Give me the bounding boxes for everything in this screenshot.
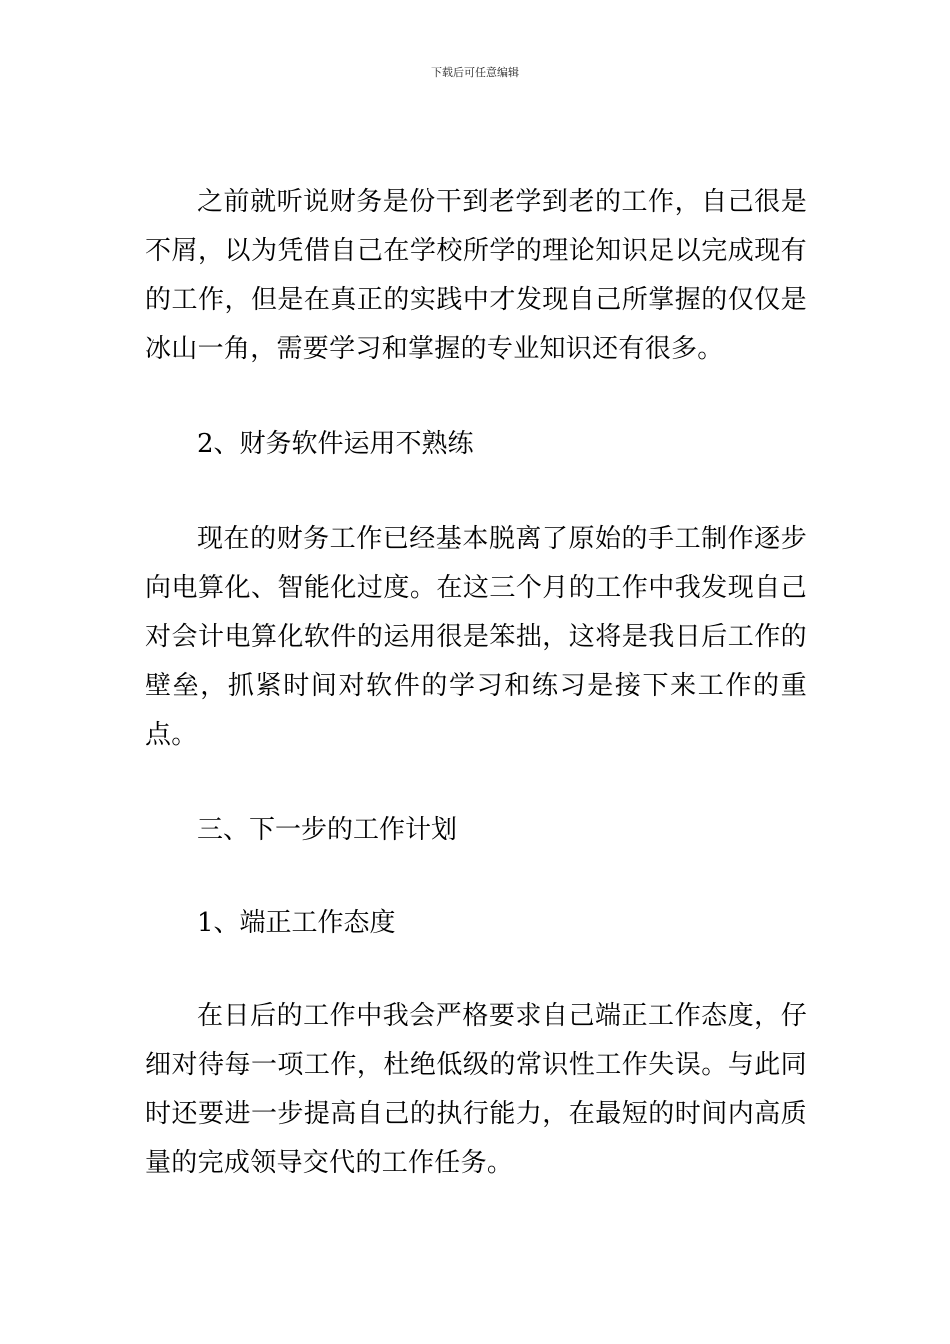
document-body: [145, 178, 807, 1188]
heading-work-attitude: 1、端正工作态度: [197, 908, 396, 938]
page-header-note: 下载后可任意编辑: [431, 66, 519, 79]
paragraph-work-attitude: 在日后的工作中我会严格要求自己端正工作态度，仔细对待每一项工作，杜绝低级的常识性工作失误。与此同时还要进一步提高自己的执行能力，在最短的时间内高质量的完成领导交代的工作任务。: [145, 1001, 807, 1178]
heading-software-skills: 2、财务软件运用不熟练: [197, 429, 474, 459]
paragraph-software-skills: 现在的财务工作已经基本脱离了原始的手工制作逐步向电算化、智能化过度。在这三个月的工作中我发现自己对会计电算化软件的运用很是笨拙，这将是我日后工作的壁垒，抓紧时间对软件的学习和练习是接下来工作的重点。: [145, 524, 807, 750]
paragraph-learning-gap: 之前就听说财务是份干到老学到老的工作，自己很是不屑，以为凭借自己在学校所学的理论知识足以完成现有的工作，但是在真正的实践中才发现自己所掌握的仅仅是冰山一角，需要学习和掌握的专业知识还有很多。: [145, 187, 807, 364]
heading-next-plan: 三、下一步的工作计划: [197, 815, 458, 845]
